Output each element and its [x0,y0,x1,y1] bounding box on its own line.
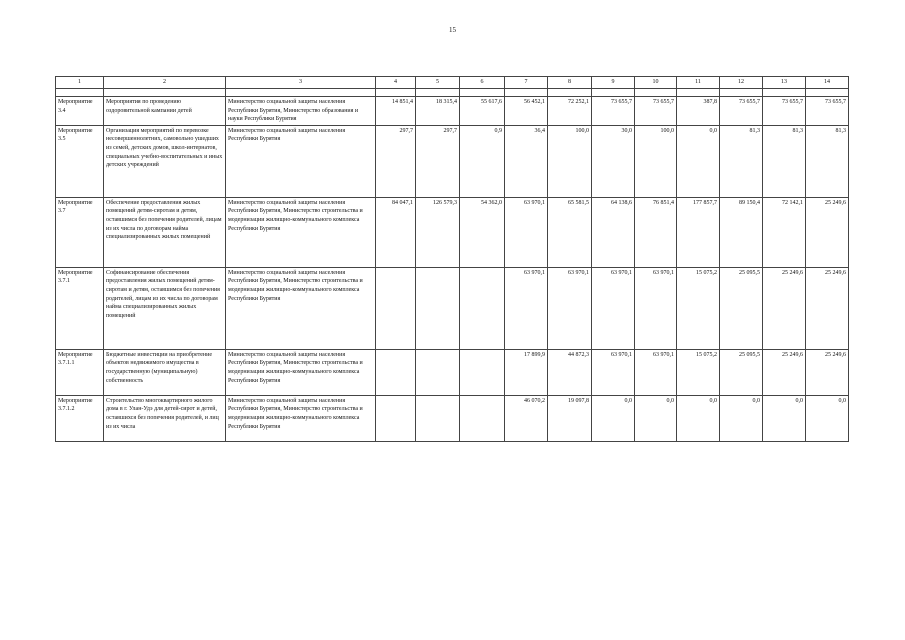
funding-value: 64 138,6 [592,197,635,267]
funding-value: 0,0 [677,125,720,197]
activity-name: Софинансирование обеспечения предоставления жилых помещений детям-сиротам и детям, оставшимся без попечения родителей, лицам из их числа по договорам найма специализированных жилых помещений [104,267,226,349]
funding-value: 0,9 [460,125,505,197]
funding-value: 0,0 [592,395,635,441]
page-number: 15 [449,26,456,34]
funding-value: 100,0 [548,125,592,197]
funding-value: 63 970,1 [505,197,548,267]
funding-value: 46 070,2 [505,395,548,441]
funding-value: 73 655,7 [720,97,763,126]
table-row [56,97,849,126]
column-header: 6 [460,77,505,89]
column-header: 4 [376,77,416,89]
activity-executor: Министерство социальной защиты населения Республики Бурятия [226,125,376,197]
funding-value: 14 851,4 [376,97,416,126]
funding-value: 25 095,5 [720,349,763,395]
activity-label: Мероприятие 3.4 [56,97,104,126]
funding-value: 387,8 [677,97,720,126]
funding-value: 55 617,6 [460,97,505,126]
funding-value [376,349,416,395]
funding-value: 100,0 [635,125,677,197]
funding-value: 30,0 [592,125,635,197]
activity-label: Мероприятие 3.7.1.1 [56,349,104,395]
column-header: 14 [806,77,849,89]
funding-value: 81,3 [763,125,806,197]
column-header: 7 [505,77,548,89]
activity-name: Организация мероприятий по перевозке несовершеннолетних, самовольно ушедших из семей, детских домов, школ-интернатов, специальных учебно-воспитательных и иных детских учреждений [104,125,226,197]
funding-value: 54 362,0 [460,197,505,267]
funding-value: 73 655,7 [806,97,849,126]
funding-value: 25 095,5 [720,267,763,349]
funding-value [416,349,460,395]
column-header: 8 [548,77,592,89]
activity-name: Обеспечение предоставления жилых помещений детям-сиротам и детям, оставшимся без попечения родителей, лицам из их числа по договорам найма специализированных жилых помещений [104,197,226,267]
table-row [56,349,849,395]
funding-value: 297,7 [416,125,460,197]
funding-value [376,395,416,441]
funding-value: 0,0 [720,395,763,441]
column-header: 1 [56,77,104,89]
funding-value: 0,0 [806,395,849,441]
program-activities-table [55,76,849,442]
funding-value: 36,4 [505,125,548,197]
activity-label: Мероприятие 3.7 [56,197,104,267]
funding-value: 25 249,6 [806,197,849,267]
funding-value: 63 970,1 [548,267,592,349]
funding-value [376,267,416,349]
funding-value: 76 851,4 [635,197,677,267]
funding-value [460,349,505,395]
funding-value: 0,0 [677,395,720,441]
column-header: 12 [720,77,763,89]
table-row [56,197,849,267]
column-header: 11 [677,77,720,89]
funding-value: 177 857,7 [677,197,720,267]
funding-value: 63 970,1 [592,349,635,395]
funding-value [416,267,460,349]
funding-value: 297,7 [376,125,416,197]
funding-value: 73 655,7 [763,97,806,126]
column-header: 3 [226,77,376,89]
funding-value [416,395,460,441]
funding-value: 0,0 [763,395,806,441]
funding-value: 44 872,3 [548,349,592,395]
funding-value: 84 047,1 [376,197,416,267]
funding-value: 63 970,1 [635,349,677,395]
column-header: 13 [763,77,806,89]
funding-value [460,267,505,349]
activity-name: Бюджетные инвестиции на приобретение объектов недвижимого имущества в государственную (муниципальную) собственность [104,349,226,395]
activity-executor: Министерство социальной защиты населения Республики Бурятия, Министерство строительства и модернизации жилищно-коммунального комплекса Республики Бурятия [226,395,376,441]
activity-executor: Министерство социальной защиты населения Республики Бурятия, Министерство строительства и модернизации жилищно-коммунального комплекса Республики Бурятия [226,349,376,395]
funding-value: 25 249,6 [763,267,806,349]
funding-value: 63 970,1 [635,267,677,349]
activity-executor: Министерство социальной защиты населения Республики Бурятия, Министерство строительства и модернизации жилищно-коммунального комплекса Республики Бурятия [226,197,376,267]
funding-value: 72 252,1 [548,97,592,126]
funding-value: 73 655,7 [592,97,635,126]
funding-value: 25 249,6 [806,267,849,349]
column-header: 2 [104,77,226,89]
funding-value: 19 097,8 [548,395,592,441]
funding-value: 126 579,3 [416,197,460,267]
funding-value: 89 150,4 [720,197,763,267]
activity-label: Мероприятие 3.7.1.2 [56,395,104,441]
column-header: 5 [416,77,460,89]
header-row [56,77,849,89]
table-row [56,125,849,197]
funding-value: 63 970,1 [505,267,548,349]
column-header: 9 [592,77,635,89]
funding-value: 15 075,2 [677,349,720,395]
funding-value: 63 970,1 [592,267,635,349]
funding-value [460,395,505,441]
funding-value: 81,3 [720,125,763,197]
activity-executor: Министерство социальной защиты населения Республики Бурятия, Министерство строительства и модернизации жилищно-коммунального комплекса Республики Бурятия [226,267,376,349]
funding-value: 65 581,5 [548,197,592,267]
table-row [56,267,849,349]
activity-name: Строительство многоквартирного жилого дома в г. Улан-Удэ для детей-сирот и детей, оставшихся без попечения родителей, и лиц из их числа [104,395,226,441]
funding-value: 56 452,1 [505,97,548,126]
table-row [56,395,849,441]
funding-value: 25 249,6 [806,349,849,395]
funding-value: 25 249,6 [763,349,806,395]
activity-name: Мероприятия по проведению оздоровительной кампании детей [104,97,226,126]
funding-value: 73 655,7 [635,97,677,126]
activity-executor: Министерство социальной защиты населения Республики Бурятия, Министерство образования и науки Республики Бурятия [226,97,376,126]
funding-value: 15 075,2 [677,267,720,349]
funding-value: 81,3 [806,125,849,197]
funding-value: 0,0 [635,395,677,441]
activity-label: Мероприятие 3.7.1 [56,267,104,349]
column-header: 10 [635,77,677,89]
funding-value: 17 899,9 [505,349,548,395]
funding-value: 72 142,1 [763,197,806,267]
spacer-row [56,89,849,97]
funding-value: 18 315,4 [416,97,460,126]
activity-label: Мероприятие 3.5 [56,125,104,197]
